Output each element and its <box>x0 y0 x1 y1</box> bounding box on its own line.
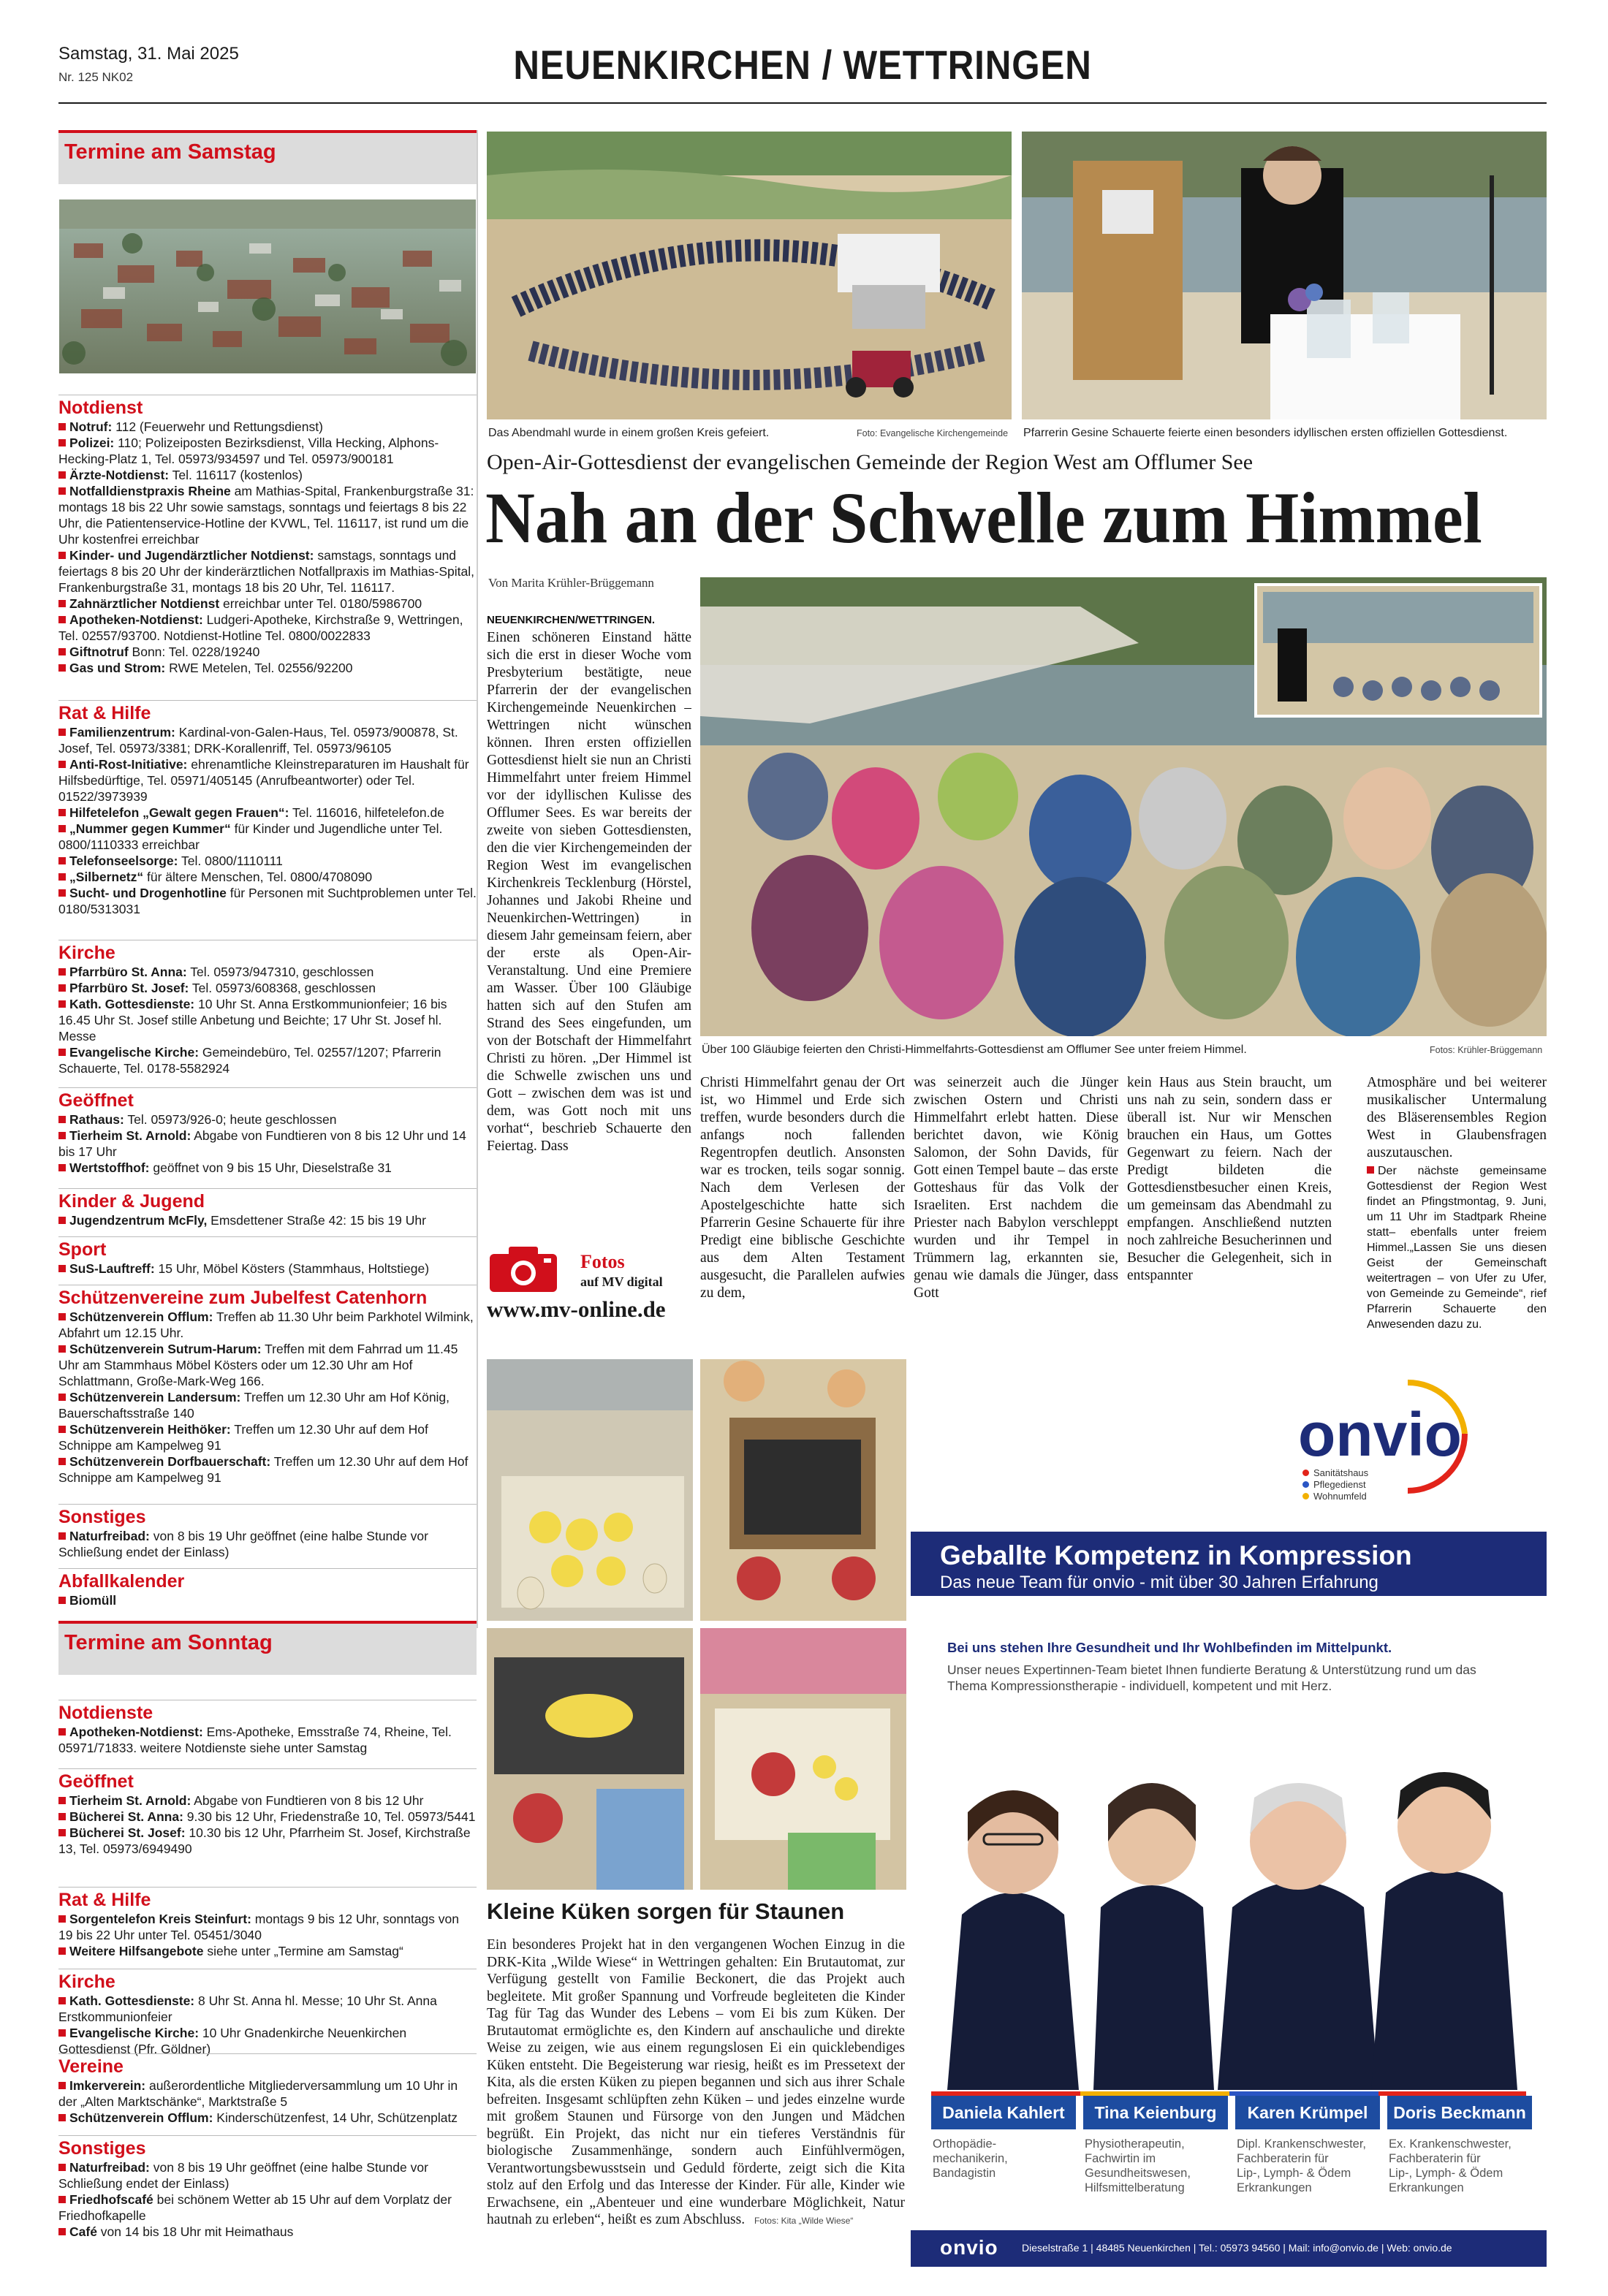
event-section <box>58 1236 477 1277</box>
communion-circle-photo <box>487 132 1012 419</box>
event-section-heading: Schützenvereine zum Jubelfest Catenhorn <box>58 1285 477 1309</box>
bullet-icon <box>58 984 66 992</box>
event-item: Kinder- und Jugendärztlicher Notdienst: samstags, sonntags und feiertags 8 bis 20 Uhr der kinderärztlichen Notfallpraxis im Mathias-Spital, Frankenburgstraße 31, montags 18 bis 20 Uhr, Tel. 116117. <box>58 548 474 595</box>
team-member-role: Orthopädie- mechanikerin, Bandagistin <box>933 2137 1008 2180</box>
event-item: Tierheim St. Arnold: Abgabe von Fundtieren von 8 bis 12 Uhr <box>58 1793 477 1809</box>
ad-headline-bar <box>911 1532 1547 1596</box>
event-item: Ärzte-Notdienst: Tel. 116117 (kostenlos) <box>58 467 477 483</box>
bullet-icon <box>58 1997 66 2004</box>
bullet-icon <box>58 1217 66 1224</box>
event-item: Anti-Rost-Initiative: ehrenamtliche Kleinstreparaturen im Haushalt für Hilfsbedürftige, Tel. 05971/405145 (Anrufbeantworter) oder Tel. 01522/3973939 <box>58 757 469 804</box>
bullet-icon <box>58 423 66 430</box>
event-section-heading: Geöffnet <box>58 1768 477 1793</box>
bullet-icon <box>58 2196 66 2203</box>
sunday-events-block <box>58 1621 477 1675</box>
team-member-name: Doris Beckmann <box>1387 2096 1532 2129</box>
team-member-name: Daniela Kahlert <box>931 2096 1076 2129</box>
event-section-heading: Kinder & Jugend <box>58 1188 477 1212</box>
bullet-icon <box>58 825 66 832</box>
chicks-article-text <box>487 1936 905 2230</box>
event-item: Bücherei St. Anna: 9.30 bis 12 Uhr, Friedenstraße 10, Tel. 05973/5441 <box>58 1809 477 1825</box>
event-list <box>58 1528 477 1560</box>
article-kicker: Open-Air-Gottesdienst der evangelischen Gemeinde der Region West am Offlumer See <box>487 450 1254 474</box>
event-list <box>58 1724 477 1756</box>
bullet-icon <box>58 1000 66 1008</box>
article-column-3: was seinerzeit auch die Jünger zwischen Ostern und Christi Himmelfahrt erlebt hatten. Diese berichtet davon, wie König Salomon, der Sohn Davids, für Gott einen Tempel baute – das erste Gotteshaus für das Volk der Israeliten. Erst nachdem die Priester nach Babylon verschleppt wurden und ihr Tempel in Trümmern lag, erkannten sie, genau wie damals die Jünger, dass Gott <box>914 1075 1118 1301</box>
bullet-icon <box>58 1426 66 1433</box>
bullet-icon <box>58 2082 66 2089</box>
bullet-icon <box>58 1797 66 1804</box>
event-section-heading: Notdienste <box>58 1700 477 1724</box>
event-list <box>58 2159 477 2240</box>
event-item: Kath. Gottesdienste: 8 Uhr St. Anna hl. Messe; 10 Uhr St. Anna Erstkommunionfeier <box>58 1993 437 2024</box>
bullet-icon <box>58 1049 66 1056</box>
event-section <box>58 1700 477 1756</box>
bullet-icon <box>58 616 66 623</box>
event-section <box>58 940 477 1076</box>
mv-online-promo[interactable] <box>487 1242 691 1324</box>
event-item: Hilfetelefon „Gewalt gegen Frauen“: Tel. 116016, hilfetelefon.de <box>58 805 477 821</box>
congregation-lakeside-photo <box>700 577 1547 1036</box>
children-brooder-photo <box>700 1359 906 1621</box>
bullet-icon <box>58 1947 66 1955</box>
event-section-heading: Sonstiges <box>58 2135 477 2159</box>
bullet-icon <box>58 2164 66 2171</box>
event-list <box>58 1911 477 1959</box>
bullet-icon <box>58 1116 66 1123</box>
onvio-logo-text: onvio <box>1298 1400 1462 1469</box>
article-text-5: Atmosphäre und bei weiterer musikalischer Untermalung des Bläserensembles Region West in Glaubensfragen auszutauschen. <box>1367 1075 1547 1160</box>
children-feeding-chicks-photo <box>700 1628 906 1890</box>
bullet-icon <box>58 873 66 881</box>
event-section-heading: Geöffnet <box>58 1087 477 1111</box>
ad-intro-text: Unser neues Expertinnen-Team bietet Ihnen fundierte Beratung & Unterstützung rund um das Thema Kompressionstherapie - individuell, kompetent und mit Herz. <box>947 1662 1476 1693</box>
event-section <box>58 2053 477 2126</box>
event-item: Apotheken-Notdienst: Ludgeri-Apotheke, Kirchstraße 9, Wettringen, Tel. 02557/93700. Notdienst-Hotline Tel. 0800/0022833 <box>58 612 463 643</box>
event-list <box>58 1212 477 1228</box>
event-item: Friedhofscafé bei schönem Wetter ab 15 Uhr auf dem Vorplatz der Friedhofkapelle <box>58 2192 452 2223</box>
event-item: Imkerverein: außerordentliche Mitgliederversammlung um 10 Uhr in der „Alten Marktschänke“, Marktstraße 5 <box>58 2078 458 2109</box>
event-item: Café von 14 bis 18 Uhr mit Heimathaus <box>58 2224 477 2240</box>
chicks-article-body: Ein besonderes Projekt hat in den vergangenen Wochen Einzug in die DRK-Kita „Wilde Wiese“ in Wettringen gehalten: Ein Brutautomat, zur Verfügung gestellt von Familie Beckonert, die das Projekt auch begleitete. Mit großer Spannung und Vorfreude begleiteten die Kinder Tag für Tag das Wunder des Lebens – vom Ei bis zum Küken. Der Brutautomat ermöglichte es, den Kindern auf anschauliche und direkte Weise zu zeigen, wie aus einem regungslosen Ei ein quicklebendiges Küken entsteht. Die Begeisterung war riesig, heißt es im Pressetext der Kita, als die ersten Küken zu piepen begannen und sich aus ihrer Schale befreiten. Insgesamt schlüpften zehn Küken – und jedes einzelne wurde mit großem Staunen und Fürsorge von den Jungen und Mädchen begrüßt. Ein Projekt, das nicht nur ein tieferes Verständnis für biologische Zusammenhänge, sondern auch Einfühlvermögen, Verantwortungsbewusstsein und Geduld förderte, zeigt sich die Kita stolz auf den Erfolg und das Interesse der Kinder. Für alle, Kinder wie Erwachsene, ein „Abenteuer und eine wunderbare Möglichkeit, Natur hautnah zu erleben“, heißt es zum Abschluss. <box>487 1937 905 2227</box>
chicks-hatching-photo <box>487 1359 693 1621</box>
event-section-heading: Kirche <box>58 1969 477 1993</box>
photo-credit-congregation: Fotos: Krühler-Brüggemann <box>1430 1045 1543 1055</box>
team-member-role: Dipl. Krankenschwester, Fachberaterin für Lip-, Lymph- & Ödem Erkrankungen <box>1237 2137 1366 2194</box>
event-item: Weitere Hilfsangebote siehe unter „Termine am Samstag“ <box>58 1943 477 1959</box>
event-item: Biomüll <box>58 1592 477 1608</box>
event-section <box>58 1768 477 1857</box>
event-list <box>58 419 477 676</box>
bullet-icon <box>58 1829 66 1836</box>
page-header <box>58 41 1547 104</box>
photo-credit-communion: Foto: Evangelische Kirchengemeinde <box>857 428 1009 438</box>
ad-subline: Das neue Team für onvio - mit über 30 Jahren Erfahrung <box>940 1573 1378 1592</box>
event-list <box>58 724 477 917</box>
event-section-heading: Notdienst <box>58 395 477 419</box>
event-list <box>58 1111 477 1176</box>
events-column <box>58 130 477 184</box>
event-item: Pfarrbüro St. Anna: Tel. 05973/947310, geschlossen <box>58 964 477 980</box>
bullet-icon <box>58 487 66 495</box>
bullet-icon <box>58 2114 66 2121</box>
ad-contact-line[interactable]: Dieselstraße 1 | 48485 Neuenkirchen | Tel.: 05973 94560 | Mail: info@onvio.de | Web: onvio.de <box>1022 2242 1452 2254</box>
event-item: Bücherei St. Josef: 10.30 bis 12 Uhr, Pfarrheim St. Josef, Kirchstraße 13, Tel. 05973/6949490 <box>58 1825 471 1856</box>
event-section <box>58 395 477 676</box>
team-photo <box>933 1725 1525 2090</box>
event-list <box>58 1993 477 2057</box>
event-list <box>58 1261 477 1277</box>
promo-subtitle: auf MV digital <box>580 1274 663 1289</box>
onvio-advertisement[interactable] <box>911 1359 1547 2273</box>
bullet-icon <box>58 1164 66 1171</box>
event-item: Schützenverein Sutrum-Harum: Treffen mit dem Fahrrad um 11.45 Uhr am Stammhaus Möbel Kösters oder um 12.30 Uhr am Hof Schlattmann, Große-Mark-Weg 166. <box>58 1342 458 1388</box>
event-section-heading: Sonstiges <box>58 1504 477 1528</box>
bullet-icon <box>58 729 66 736</box>
article-dateline: NEUENKIRCHEN/WETTRINGEN. <box>487 614 656 626</box>
event-item: Schützenverein Offlum: Kinderschützenfest, 14 Uhr, Schützenplatz <box>58 2110 477 2126</box>
event-list <box>58 2078 477 2126</box>
article-column-2: Christi Himmelfahrt genau der Ort ist, wo Himmel und Erde sich treffen, wurde besonders durch die anfangs noch fallenden Regentropfen deutlich. Ansonsten war es trocken, teils sogar sonnig. Nach dem Verlesen der Apostelgeschichte hatte sich Pfarrerin Gesine Schauerte für ihre Predigt eine biblische Geschichte aus dem Alten Testament ausgesucht, die Parallelen aufwies zu dem, <box>700 1075 905 1301</box>
event-item: Kath. Gottesdienste: 10 Uhr St. Anna Erstkommunionfeier; 16 bis 16.45 Uhr St. Josef stille Anbetung und Beichte; 17 Uhr St. Josef hl. Messe <box>58 997 447 1044</box>
photo-caption-pastor: Pfarrerin Gesine Schauerte feierte einen besonders idyllischen ersten offiziellen Gottesdienst. <box>1023 427 1508 439</box>
bullet-icon <box>58 1915 66 1923</box>
event-section <box>58 1087 477 1176</box>
event-section-heading: Vereine <box>58 2053 477 2078</box>
article-column-4: kein Haus aus Stein braucht, um uns nah zu sein, sondern dass er überall ist. Nur wir Menschen brauchen ein Haus, um Gottes Gegenwart zu feiern. Nach der Predigt bildeten die Gottesdienstbesucher einen Kreis, um gemeinsam das Abendmahl zu empfangen. Anschließend nutzten noch zahlreiche Besucherinnen und Besucher die Gelegenheit, sich in entspannter <box>1127 1075 1332 1283</box>
bullet-icon <box>58 2029 66 2037</box>
bullet-icon <box>58 1345 66 1353</box>
bullet-icon <box>58 600 66 607</box>
team-member-role: Physiotherapeutin, Fachwirtin im Gesundheitswesen, Hilfsmittelberatung <box>1085 2137 1191 2194</box>
event-item: Notruf: 112 (Feuerwehr und Rettungsdienst) <box>58 419 477 435</box>
event-item: Zahnärztlicher Notdienst erreichbar unter Tel. 0180/5986700 <box>58 596 477 612</box>
event-item: Giftnotruf Bonn: Tel. 0228/19240 <box>58 644 477 660</box>
next-service-note: Der nächste gemeinsame Gottesdienst der Region West findet an Pfingstmontag, 9. Juni, um 11 Uhr im Stadtpark Rheine statt– ebenfalls unter freiem Himmel.„Lassen Sie uns diesen Geist der Gemeinschaft weitertragen – von Ufer zu Ufer, von Gemeinde zu Gemeinde“, rief Pfarrerin Schauerte den Anwesenden dazu zu. <box>1367 1165 1547 1331</box>
photo-caption-communion: Das Abendmahl wurde in einem großen Kreis gefeiert. <box>488 427 770 439</box>
aerial-town-photo <box>59 199 476 373</box>
promo-title: Fotos <box>580 1251 625 1272</box>
bullet-icon <box>58 439 66 446</box>
event-section <box>58 1504 477 1560</box>
saturday-events-heading: Termine am Samstag <box>58 130 477 184</box>
bullet-icon <box>58 1458 66 1465</box>
article-column-5 <box>1367 1074 1547 1330</box>
event-item: Apotheken-Notdienst: Ems-Apotheke, Emsstraße 74, Rheine, Tel. 05971/71833. weitere Notdienste siehe unter Samstag <box>58 1725 452 1755</box>
event-item: Schützenverein Heithöker: Treffen um 12.30 Uhr auf dem Hof Schnippe am Kampelweg 91 <box>58 1422 428 1453</box>
bullet-icon <box>58 809 66 816</box>
event-item: „Nummer gegen Kummer“ für Kinder und Jugendliche unter Tel. 0800/1110333 erreichbar <box>58 821 443 852</box>
event-item: Jugendzentrum McFly, Emsdettener Straße 42: 15 bis 19 Uhr <box>58 1212 477 1228</box>
bullet-icon <box>58 1313 66 1320</box>
event-section-heading: Sport <box>58 1236 477 1261</box>
team-member-role: Ex. Krankenschwester, Fachberaterin für Lip-, Lymph- & Ödem Erkrankungen <box>1389 2137 1512 2194</box>
bullet-icon <box>58 1728 66 1736</box>
event-item: Schützenverein Offlum: Treffen ab 11.30 Uhr beim Parkhotel Wilmink, Abfahrt um 12.15 Uhr. <box>58 1309 474 1340</box>
event-section-heading: Abfallkalender <box>58 1568 477 1592</box>
promo-url-link[interactable]: www.mv-online.de <box>487 1296 666 1322</box>
bullet-icon <box>58 1532 66 1540</box>
bullet-icon <box>58 857 66 864</box>
ad-intro-bold: Bei uns stehen Ihre Gesundheit und Ihr Wohlbefinden im Mittelpunkt. <box>947 1640 1392 1655</box>
event-item: Gas und Strom: RWE Metelen, Tel. 02556/92200 <box>58 660 477 676</box>
sunday-events-heading: Termine am Sonntag <box>58 1621 477 1675</box>
chicks-article-headline: Kleine Küken sorgen für Staunen <box>487 1898 845 1924</box>
event-item: Telefonseelsorge: Tel. 0800/1110111 <box>58 853 477 869</box>
event-item: Schützenverein Landersum: Treffen um 12.30 Uhr am Hof König, Bauerschaftsstraße 140 <box>58 1390 450 1421</box>
bullet-icon <box>58 1813 66 1820</box>
bullet-icon <box>58 2228 66 2235</box>
event-item: Sucht- und Drogenhotline für Personen mit Suchtproblemen unter Tel. 0180/5313031 <box>58 886 477 916</box>
chicks-photo-credit: Fotos: Kita „Wilde Wiese“ <box>754 2216 854 2226</box>
event-item: Evangelische Kirche: 10 Uhr Gnadenkirche Neuenkirchen Gottesdienst (Pfr. Göldner) <box>58 2026 407 2056</box>
bullet-icon <box>58 1265 66 1272</box>
event-item: Rathaus: Tel. 05973/926-0; heute geschlossen <box>58 1111 477 1128</box>
pastor-altar-photo <box>1022 132 1547 419</box>
event-section <box>58 1285 477 1486</box>
onvio-service-legend: Sanitätshaus Pflegedienst Wohnumfeld <box>1302 1467 1368 1502</box>
team-member-name: Karen Krümpel <box>1235 2096 1380 2129</box>
event-section-heading: Rat & Hilfe <box>58 1887 477 1911</box>
event-list <box>58 1592 477 1608</box>
event-item: Naturfreibad: von 8 bis 19 Uhr geöffnet (eine halbe Stunde vor Schließung endet der Einlass) <box>58 2160 428 2191</box>
event-item: Tierheim St. Arnold: Abgabe von Fundtieren von 8 bis 12 Uhr und 14 bis 17 Uhr <box>58 1128 466 1159</box>
event-item: Schützenverein Dorfbauerschaft: Treffen um 12.30 Uhr auf dem Hof Schnippe am Kampelweg 91 <box>58 1454 469 1485</box>
event-item: Evangelische Kirche: Gemeindebüro, Tel. 02557/1207; Pfarrerin Schauerte, Tel. 0178-5582924 <box>58 1045 441 1076</box>
ad-headline: Geballte Kompetenz in Kompression <box>940 1540 1412 1570</box>
event-section <box>58 1969 477 2057</box>
event-section <box>58 700 477 917</box>
bullet-icon <box>58 1597 66 1604</box>
issue-number: Nr. 125 NK02 <box>58 70 134 84</box>
team-names <box>931 2096 1526 2129</box>
event-section <box>58 1887 477 1959</box>
event-item: SuS-Lauftreff: 15 Uhr, Möbel Kösters (Stammhaus, Holtstiege) <box>58 1261 477 1277</box>
event-item: Wertstoffhof: geöffnet von 9 bis 15 Uhr, Dieselstraße 31 <box>58 1160 477 1176</box>
event-section <box>58 1568 477 1608</box>
team-member-name: Tina Keienburg <box>1083 2096 1228 2129</box>
event-item: Sorgentelefon Kreis Steinfurt: montags 9 bis 12 Uhr, sonntags von 19 bis 22 Uhr unter Tel. 05451/3040 <box>58 1912 459 1942</box>
bullet-icon <box>58 552 66 559</box>
bullet-icon <box>58 968 66 976</box>
column-rule <box>477 130 478 1628</box>
event-item: Notfalldienstpraxis Rheine am Mathias-Spital, Frankenburgstraße 31: montags 18 bis 22 Uhr sowie samstags, sonntags und feiertags 8 bis 22 Uhr, die Patientenservice-Hotline der KVWL, Tel. 116117, ist rund um die Uhr kostenfrei erreichbar <box>58 484 474 547</box>
bullet-icon <box>58 1394 66 1401</box>
event-section-heading: Kirche <box>58 940 477 964</box>
event-section-heading: Rat & Hilfe <box>58 700 477 724</box>
bullet-icon <box>58 889 66 897</box>
bullet-icon <box>58 471 66 479</box>
event-item: Familienzentrum: Kardinal-von-Galen-Haus, Tel. 05973/900878, St. Josef, Tel. 05973/3381; DRK-Korallenriff, Tel. 05973/96105 <box>58 725 458 756</box>
event-list <box>58 1793 477 1857</box>
child-holding-chick-photo <box>487 1628 693 1890</box>
article-byline: Von Marita Krühler-Brüggemann <box>488 576 654 590</box>
event-item: Polizei: 110; Polizeiposten Bezirksdienst, Villa Hecking, Alphons-Hecking-Platz 1, Tel. 05973/934597 und Tel. 05973/900181 <box>58 436 439 466</box>
issue-date: Samstag, 31. Mai 2025 <box>58 44 239 64</box>
onvio-logo <box>1276 1374 1539 1505</box>
bullet-icon <box>58 648 66 655</box>
bullet-icon <box>58 761 66 768</box>
photo-caption-congregation: Über 100 Gläubige feierten den Christi-Himmelfahrts-Gottesdienst am Offlumer See unter freiem Himmel. <box>702 1044 1247 1056</box>
article-headline: Nah an der Schwelle zum Himmel <box>485 477 1482 558</box>
bullet-icon <box>1367 1166 1374 1174</box>
event-list <box>58 1309 477 1486</box>
event-list <box>58 964 477 1076</box>
footer-logo: onvio <box>940 2236 998 2259</box>
event-section <box>58 1188 477 1228</box>
bullet-icon <box>58 664 66 672</box>
bullet-icon <box>58 1132 66 1139</box>
event-item: Naturfreibad: von 8 bis 19 Uhr geöffnet (eine halbe Stunde vor Schließung endet der Einlass) <box>58 1529 428 1559</box>
ad-footer-bar <box>911 2230 1547 2267</box>
event-section <box>58 2135 477 2240</box>
article-column-1 <box>487 611 691 1276</box>
event-item: „Silbernetz“ für ältere Menschen, Tel. 0800/4708090 <box>58 869 477 885</box>
article-text-1: Einen schöneren Einstand hätte sich die erst in dieser Woche vom Presbyterium bestätigte, neue Pfarrerin der der evangelischen Kirchengemeinde Neuenkirchen – Wettringen nicht wünschen können. Ihren ersten offiziellen Gottesdienst hielt sie nun an Christi Himmelfahrt unter freiem Himmel vor der idyllischen Kulisse des Offlumer Sees. Es war bereits der zweite von sieben Gottesdiensten, den die vier Kirchengemeinden der Region West im evangelischen Kirchenkreis Tecklenburg (Hörstel, Johannes und Jakobi Rheine und Neuenkirchen-Wettringen) in diesem Jahr gemeinsam feiern, aber der erste als Open-Air-Veranstaltung. Und eine Premiere am Wasser. Über 100 Gläubige hatten sich auf den Stufen am Strand des Sees eingefunden, um von der Botschaft der Himmelfahrt Christi zu hören. „Der Himmel ist die Schwelle zwischen uns und Gott – zwischen dem was ist und dem, was Gott noch mit uns vorhat“, beschrieb Schauerte den Feiertag. Dass <box>487 630 691 1154</box>
event-item: Pfarrbüro St. Josef: Tel. 05973/608368, geschlossen <box>58 980 477 996</box>
camera-icon <box>487 1244 560 1293</box>
section-title: NEUENKIRCHEN / WETTRINGEN <box>513 42 1092 88</box>
